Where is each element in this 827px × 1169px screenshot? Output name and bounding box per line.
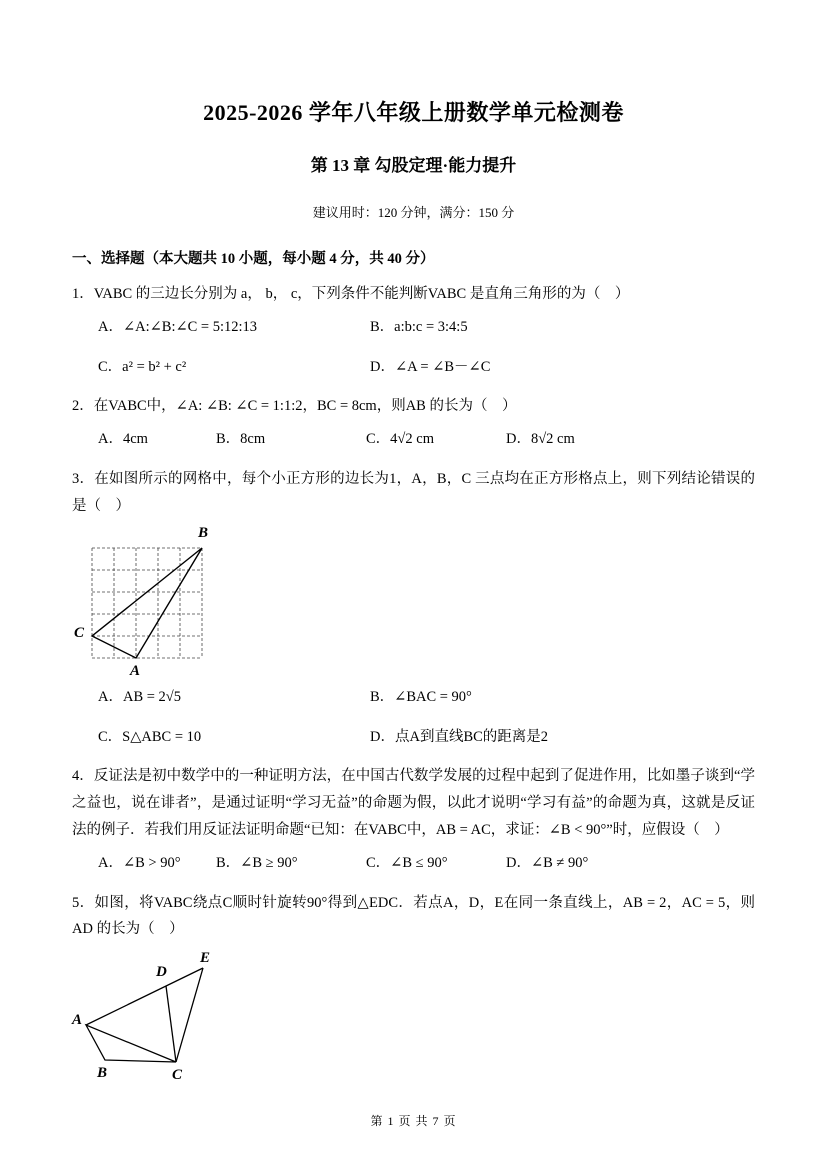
- rotation-figure-paths: [86, 968, 203, 1062]
- question-4-option-b: B．∠B ≥ 90°: [216, 854, 298, 871]
- vertex-label-d: D: [156, 964, 167, 981]
- section-heading: 一、选择题（本大题共 10 小题，每小题 4 分，共 40 分）: [72, 251, 435, 267]
- question-4-option-c: C．∠B ≤ 90°: [366, 854, 448, 871]
- vertex-label-a: A: [72, 1012, 83, 1029]
- vertex-label-c: C: [74, 624, 85, 641]
- question-2-option-b: B．8cm: [216, 431, 266, 448]
- question-1-options: [72, 314, 755, 381]
- question-1-option-c: C．a² = b² + c²: [98, 358, 187, 375]
- page-title: 2025-2026 学年八年级上册数学单元检测卷: [203, 100, 624, 125]
- question-3-figure: [72, 526, 242, 678]
- vertex-label-b: B: [97, 1065, 108, 1082]
- question-5: [72, 890, 755, 1092]
- vertex-label-c: C: [172, 1067, 183, 1084]
- question-2-stem: 2．在VABC中，∠A: ∠B: ∠C = 1:1:2，BC = 8cm，则AB 的长为（ ）: [72, 398, 517, 415]
- question-2-options: [72, 426, 755, 453]
- page-footer: 第 1 页 共 7 页: [370, 1114, 457, 1128]
- question-2-option-a: A．4cm: [98, 431, 148, 448]
- question-5-figure: [72, 951, 312, 1091]
- question-1-stem: 1．VABC 的三边长分别为 a， b， c，下列条件不能判断VABC 是直角三角形的为（ ）: [72, 286, 630, 302]
- vertex-label-e: E: [200, 950, 211, 967]
- question-4: [72, 763, 755, 876]
- exam-meta: 建议用时：120 分钟，满分：150 分: [312, 205, 515, 220]
- question-5-stem: 5．如图，将VABC绕点C顺时针旋转90°得到△EDC．若点A，D，E在同一条直线上，AB = 2，AC = 5，则AD 的长为（ ）: [72, 894, 755, 938]
- vertex-label-b: B: [198, 524, 209, 541]
- question-1: [72, 281, 755, 380]
- question-3-option-a: A．AB = 2√5: [98, 688, 181, 705]
- vertex-label-a: A: [130, 662, 141, 679]
- question-3-option-b: B．∠BAC = 90°: [370, 688, 472, 705]
- question-4-option-d: D．∠B ≠ 90°: [506, 854, 589, 871]
- question-4-options: [72, 850, 755, 877]
- grid-lines: [92, 548, 202, 658]
- question-1-option-b: B．a:b:c = 3:4:5: [370, 318, 468, 335]
- question-2-option-d: D．8√2 cm: [506, 431, 575, 448]
- question-4-stem: 4．反证法是初中数学中的一种证明方法，在中国古代数学发展的过程中起到了促进作用，比如墨子谈到“学之益也，说在诽者”，是通过证明“学习无益”的命题为假，以此才说明“学习有益”的命题为真，这就是反证法的例子．若我们用反证法证明命题“已知：在VABC中，AB = AC，求证：∠B < 90°”时，应假设（ ）: [72, 768, 755, 838]
- chapter-title: 第 13 章 勾股定理·能力提升: [310, 156, 517, 175]
- question-3-options: [72, 684, 755, 751]
- triangle-abc-path: [92, 548, 202, 658]
- question-1-option-a: A．∠A:∠B:∠C = 5:12:13: [98, 318, 258, 335]
- question-3-stem: 3．在如图所示的网格中，每个小正方形的边长为1，A，B，C 三点均在正方形格点上，则下列结论错误的是（ ）: [72, 471, 755, 514]
- question-3: [72, 466, 755, 750]
- question-3-option-c: C．S△ABC = 10: [98, 728, 202, 745]
- grid-diagram: [72, 540, 222, 668]
- question-4-option-a: A．∠B > 90°: [98, 854, 181, 871]
- question-3-option-d: D．点A到直线BC的距离是2: [370, 728, 549, 745]
- rotation-diagram: [72, 951, 312, 1091]
- question-2-option-c: C．4√2 cm: [366, 431, 434, 448]
- question-2: [72, 393, 755, 453]
- question-1-option-d: D．∠A = ∠B－∠C: [370, 358, 491, 375]
